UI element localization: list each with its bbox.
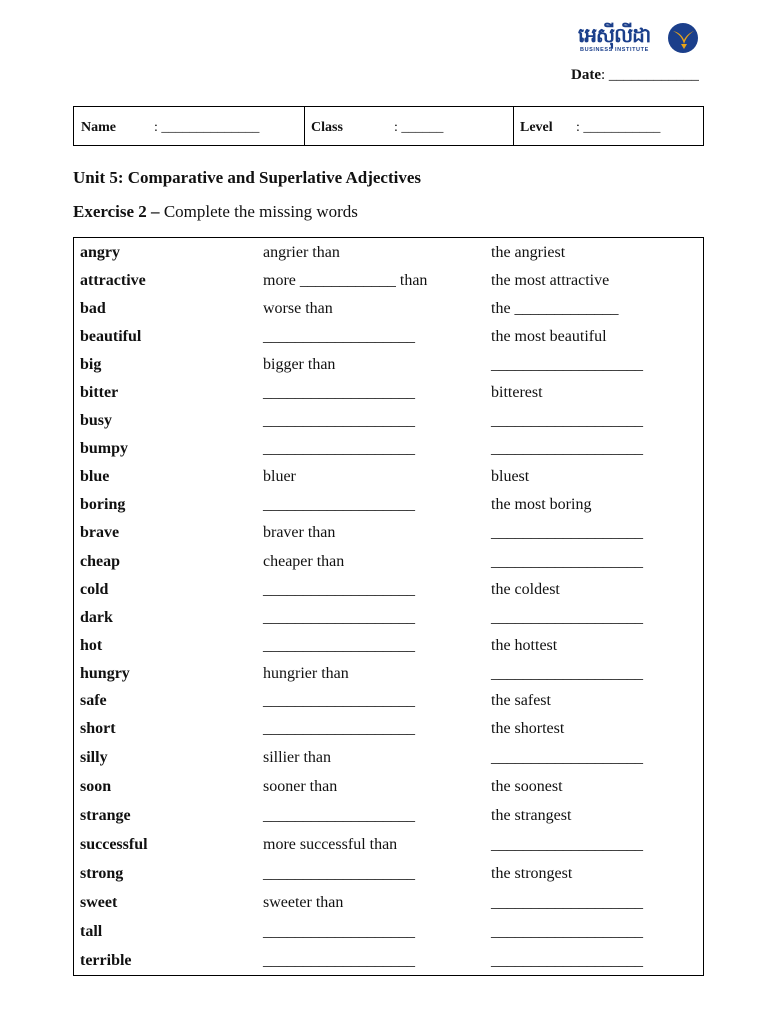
comparative-cell: sooner than — [263, 778, 338, 795]
table-row — [74, 863, 703, 885]
comparative-cell: angrier than — [263, 244, 340, 261]
comparative-cell: ___________________ — [263, 865, 415, 882]
table-row — [74, 410, 703, 432]
superlative-cell: ___________________ — [491, 952, 643, 969]
table-row — [74, 690, 703, 712]
adjective-cell: beautiful — [80, 328, 142, 345]
class-blank: : ______ — [394, 120, 444, 135]
adjective-cell: brave — [80, 524, 120, 541]
table-row — [74, 805, 703, 827]
table-row — [74, 663, 703, 685]
table-row — [74, 950, 703, 972]
adjective-cell: bumpy — [80, 440, 129, 457]
table-row — [74, 522, 703, 544]
superlative-cell: ___________________ — [491, 923, 643, 940]
superlative-cell: bluest — [491, 468, 530, 485]
comparative-cell: ___________________ — [263, 328, 415, 345]
comparative-cell: more successful than — [263, 836, 398, 853]
superlative-cell: the coldest — [491, 581, 560, 598]
comparative-cell: ___________________ — [263, 496, 415, 513]
exercise-instruction: Complete the missing words — [163, 202, 358, 221]
table-row — [74, 834, 703, 856]
comparative-cell: ___________________ — [263, 581, 415, 598]
superlative-cell: bitterest — [491, 384, 543, 401]
table-row — [74, 270, 703, 292]
name-label: Name — [81, 120, 116, 135]
comparative-cell: ___________________ — [263, 412, 415, 429]
superlative-cell: ___________________ — [491, 524, 643, 541]
comparative-cell: ___________________ — [263, 720, 415, 737]
superlative-cell: the strangest — [491, 807, 572, 824]
adjective-cell: blue — [80, 468, 110, 485]
date-blank: : ____________ — [601, 67, 699, 83]
comparative-cell: ___________________ — [263, 692, 415, 709]
adjective-cell: hungry — [80, 665, 130, 682]
table-row — [74, 466, 703, 488]
table-row — [74, 607, 703, 629]
superlative-cell: the hottest — [491, 637, 558, 654]
superlative-cell: ___________________ — [491, 749, 643, 766]
brand-logo — [578, 20, 702, 56]
logo-khmer-text: អេសុីលីដា — [578, 23, 651, 47]
superlative-cell: ___________________ — [491, 553, 643, 570]
table-row — [74, 438, 703, 460]
comparative-cell: ___________________ — [263, 952, 415, 969]
comparative-cell: ___________________ — [263, 609, 415, 626]
level-blank: : ___________ — [576, 120, 661, 135]
adjective-cell: safe — [80, 692, 107, 709]
level-label: Level — [520, 120, 553, 135]
superlative-cell: the _____________ — [491, 300, 619, 317]
adjective-cell: sweet — [80, 894, 118, 911]
comparative-cell: ___________________ — [263, 807, 415, 824]
comparative-cell: bluer — [263, 468, 296, 485]
table-row — [74, 326, 703, 348]
name-cell — [74, 107, 305, 145]
adjective-cell: strange — [80, 807, 131, 824]
adjective-cell: bad — [80, 300, 106, 317]
adjective-cell: successful — [80, 836, 148, 853]
superlative-cell: ___________________ — [491, 440, 643, 457]
superlative-cell: the most attractive — [491, 272, 610, 289]
adjective-cell: soon — [80, 778, 112, 795]
superlative-cell: the safest — [491, 692, 551, 709]
superlative-cell: ___________________ — [491, 356, 643, 373]
table-row — [74, 298, 703, 320]
level-cell — [514, 107, 703, 145]
comparative-cell: ___________________ — [263, 923, 415, 940]
logo-subtitle: BUSINESS INSTITUTE — [580, 47, 649, 53]
table-row — [74, 747, 703, 769]
comparative-cell: ___________________ — [263, 440, 415, 457]
exercise-heading — [73, 202, 358, 222]
adjective-cell: cheap — [80, 553, 120, 570]
comparative-cell: braver than — [263, 524, 336, 541]
comparative-cell: ___________________ — [263, 384, 415, 401]
adjective-cell: big — [80, 356, 102, 373]
adjective-cell: boring — [80, 496, 126, 513]
table-row — [74, 635, 703, 657]
adjective-cell: tall — [80, 923, 103, 940]
comparative-cell: ___________________ — [263, 637, 415, 654]
comparative-cell: cheaper than — [263, 553, 345, 570]
adjective-cell: angry — [80, 244, 120, 261]
table-row — [74, 382, 703, 404]
adjective-cell: terrible — [80, 952, 132, 969]
table-row — [74, 776, 703, 798]
superlative-cell: the shortest — [491, 720, 565, 737]
comparative-cell: worse than — [263, 300, 333, 317]
student-info-table — [73, 106, 704, 146]
superlative-cell: ___________________ — [491, 665, 643, 682]
adjective-cell: attractive — [80, 272, 146, 289]
superlative-cell: the most beautiful — [491, 328, 607, 345]
superlative-cell: the most boring — [491, 496, 592, 513]
name-blank: : ______________ — [154, 120, 260, 135]
adjective-cell: strong — [80, 865, 124, 882]
date-field — [571, 67, 699, 84]
adjective-cell: busy — [80, 412, 113, 429]
comparative-cell: sweeter than — [263, 894, 344, 911]
table-row — [74, 551, 703, 573]
table-row — [74, 921, 703, 943]
superlative-cell: the strongest — [491, 865, 573, 882]
date-label: Date — [571, 67, 601, 83]
comparative-cell: sillier than — [263, 749, 331, 766]
comparative-cell: hungrier than — [263, 665, 349, 682]
class-label: Class — [311, 120, 343, 135]
superlative-cell: the angriest — [491, 244, 566, 261]
comparative-cell: bigger than — [263, 356, 336, 373]
table-row — [74, 242, 703, 264]
adjective-table — [73, 237, 704, 976]
bird-emblem-icon — [667, 22, 699, 54]
adjective-cell: hot — [80, 637, 103, 654]
adjective-cell: short — [80, 720, 116, 737]
table-row — [74, 354, 703, 376]
unit-title: Unit 5: Comparative and Superlative Adjectives — [73, 168, 422, 187]
adjective-cell: dark — [80, 609, 113, 626]
table-row — [74, 718, 703, 740]
superlative-cell: ___________________ — [491, 894, 643, 911]
exercise-label: Exercise 2 – — [73, 202, 160, 221]
superlative-cell: the soonest — [491, 778, 563, 795]
table-row — [74, 494, 703, 516]
table-row — [74, 892, 703, 914]
adjective-cell: cold — [80, 581, 109, 598]
superlative-cell: ___________________ — [491, 836, 643, 853]
class-cell — [305, 107, 514, 145]
superlative-cell: ___________________ — [491, 609, 643, 626]
superlative-cell: ___________________ — [491, 412, 643, 429]
adjective-cell: bitter — [80, 384, 119, 401]
table-row — [74, 579, 703, 601]
adjective-cell: silly — [80, 749, 108, 766]
comparative-cell: more ____________ than — [263, 272, 428, 289]
